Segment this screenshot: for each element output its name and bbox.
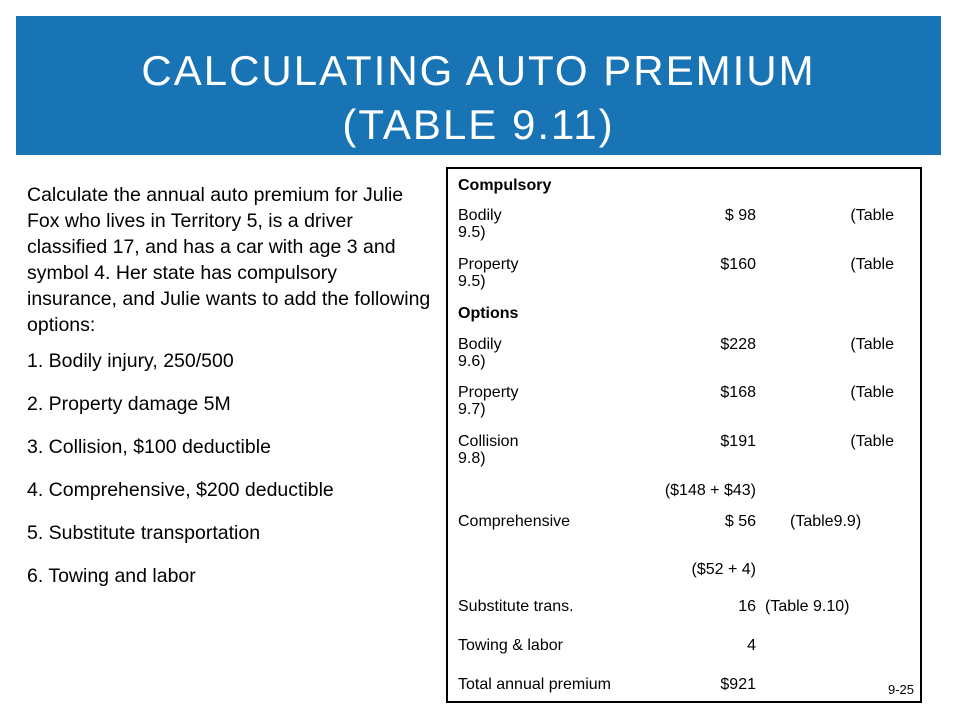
opt-property-label: Property (458, 384, 519, 401)
opt-bodily-label: Bodily (458, 336, 502, 353)
bodily-label: Bodily (458, 207, 502, 224)
problem-text (27, 182, 432, 606)
bodily-ref-wrap: 9.5) (458, 224, 486, 241)
options-heading: Options (458, 305, 519, 322)
property-ref-wrap: 9.5) (458, 273, 486, 290)
slide-number: 9-25 (887, 682, 914, 697)
collision-breakdown: ($148 + $43) (664, 482, 756, 499)
list-item: 6. Towing and labor (27, 565, 196, 587)
property-label: Property (458, 256, 519, 273)
comprehensive-ref: (Table9.9) (790, 513, 862, 530)
collision-label: Collision (458, 433, 519, 450)
list-item: 3. Collision, $100 deductible (27, 436, 271, 458)
total-label: Total annual premium (458, 676, 611, 693)
opt-bodily-ref-wrap: 9.6) (458, 353, 486, 370)
list-item: 2. Property damage 5M (27, 393, 231, 415)
intro-paragraph: Calculate the annual auto premium for Julie Fox who lives in Territory 5, is a driver classified 17, and has a car with age 3 and symbol 4. Her state has compulsory insurance, and Julie wants to add the following options: (27, 184, 431, 336)
comprehensive-label: Comprehensive (458, 513, 571, 530)
towing-amount (598, 637, 756, 655)
substitute-label: Substitute trans. (458, 598, 574, 615)
collision-ref-wrap: 9.8) (458, 450, 486, 467)
list-item: 5. Substitute transportation (27, 522, 261, 544)
title-line-1: CALCULATING AUTO PREMIUM (141, 47, 816, 94)
opt-bodily-amount: $228 (720, 336, 756, 353)
property-amount: $160 (720, 256, 756, 273)
towing-label: Towing & labor (458, 637, 563, 654)
compulsory-heading: Compulsory (458, 177, 552, 194)
collision-ref: (Table (850, 433, 894, 450)
title-line-2: (TABLE 9.11) (342, 101, 615, 148)
substitute-ref: (Table 9.10) (765, 598, 850, 615)
property-ref: (Table (850, 256, 894, 273)
opt-property-ref-wrap: 9.7) (458, 401, 486, 418)
list-item: 1. Bodily injury, 250/500 (27, 350, 234, 372)
page-title (16, 44, 941, 152)
list-item: 4. Comprehensive, $200 deductible (27, 479, 334, 501)
options-list (27, 348, 432, 589)
opt-property-ref: (Table (850, 384, 894, 401)
substitute-amount: 16 (738, 598, 756, 615)
opt-bodily-ref: (Table (850, 336, 894, 353)
bodily-amount: $ 98 (724, 207, 756, 224)
opt-property-amount: $168 (720, 384, 756, 401)
comprehensive-amount: $ 56 (724, 513, 756, 530)
total-amount: $921 (720, 676, 756, 693)
collision-amount: $191 (720, 433, 756, 450)
bodily-ref: (Table (850, 207, 894, 224)
towing-amount-value: 4 (747, 637, 756, 654)
premium-calculation-box (446, 167, 922, 703)
comprehensive-breakdown: ($52 + 4) (691, 561, 756, 578)
